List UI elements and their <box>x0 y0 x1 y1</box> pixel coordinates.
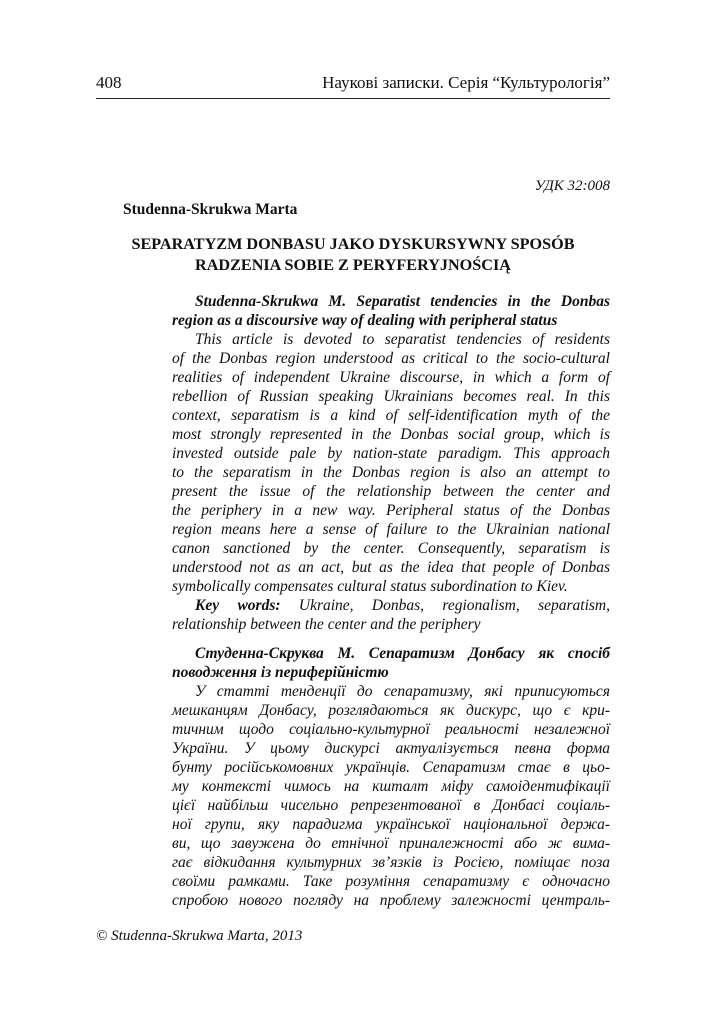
abstract-en-line: understood not as an act, but as the idea that people of Donbas <box>172 559 610 576</box>
abstract-en-line: canon sanctioned by the center. Consequently, separatism is <box>172 540 610 557</box>
keywords-text: Ukraine, Donbas, regionalism, separatism, <box>298 597 610 614</box>
abstract-uk-line: гає відкидання культурних зв’язків із Росією, поміщає поза <box>172 854 610 871</box>
abstract-en-line: symbolically compensates cultural status subordination to Kiev. <box>172 578 568 595</box>
abstract-uk-line: ви, що завужена до етнічної приналежності або ж вима- <box>172 835 610 852</box>
author-name: Studenna-Skrukwa Marta <box>123 201 298 218</box>
abstract-english <box>172 292 610 634</box>
abstract-uk-line: України. У цьому дискурсі актуалізується певна форма <box>172 740 610 757</box>
page-number: 408 <box>96 73 122 92</box>
abstract-en-line: most strongly represented in the Donbas social group, which is <box>172 426 610 443</box>
abstract-en-line: present the issue of the relationship between the center and <box>172 483 610 500</box>
abstract-uk-line: ної групи, яку парадигма української національної держа- <box>172 816 610 833</box>
abstract-en-line: realities of independent Ukraine discourse, in which a form of <box>172 369 610 386</box>
copyright-notice: © Studenna-Skrukwa Marta, 2013 <box>96 928 303 944</box>
abstract-en-line: of the Donbas region understood as critical to the socio-cultural <box>172 350 610 367</box>
abstract-en-line: invested outside pale by nation-state paradigm. This approach <box>172 445 610 462</box>
abstract-uk-line: му контексті чимось на кшталт міфу самоідентифікації <box>172 778 610 795</box>
abstract-uk-heading <box>172 644 610 682</box>
abstract-uk-line: тичним щодо соціально-культурної реальності незалежної <box>172 721 610 738</box>
abstract-en-line: This article is devoted to separatist tendencies of residents <box>195 331 610 348</box>
abstract-en-body <box>172 330 610 596</box>
abstract-en-heading <box>172 292 610 330</box>
abstract-uk-line: бунту російськомовних українців. Сепаратизм стає в цьо- <box>172 759 610 776</box>
abstract-en-line: context, separatism is a kind of self-identification myth of the <box>172 407 610 424</box>
abstract-ukrainian <box>172 644 610 910</box>
abstract-uk-body <box>172 682 610 910</box>
abstract-en-line: rebellion of Russian speaking Ukrainians becomes real. In this <box>172 388 610 405</box>
article-title-line-2: RADZENIA SOBIE Z PERYFERYJNOŚCIĄ <box>195 256 511 274</box>
abstract-uk-line: цієї найбільш чисельно репрезентованої в Донбасі соціаль- <box>172 797 610 814</box>
header-rule <box>96 98 610 99</box>
abstract-uk-line: У статті тенденції до сепаратизму, які приписуються <box>195 683 610 700</box>
article-title <box>96 234 610 276</box>
page <box>96 0 610 1024</box>
abstract-en-heading-line: Studenna-Skrukwa M. Separatist tendencies in the Donbas <box>195 293 610 310</box>
abstract-uk-heading-line: Студенна-Скруква М. Сепаратизм Донбасу як спосіб <box>195 645 610 662</box>
abstract-en-keywords <box>172 596 610 634</box>
keywords-line <box>172 596 610 615</box>
abstract-uk-line: спробою нового погляду на проблему залежності централь- <box>172 892 610 909</box>
abstract-uk-heading-line: поводження із периферійністю <box>172 664 389 681</box>
abstract-uk-line: своїми рамками. Таке розуміння сепаратизму є одночасно <box>172 873 610 890</box>
journal-title: Наукові записки. Серія “Культурологія” <box>322 73 610 92</box>
abstract-en-line: the periphery in a new way. Peripheral status of the Donbas <box>172 502 610 519</box>
abstract-uk-line: мешканцям Донбасу, розглядаються як дискурс, що є кри- <box>172 702 610 719</box>
abstract-en-heading-line: region as a discoursive way of dealing with peripheral status <box>172 312 558 329</box>
keywords-line: relationship between the center and the periphery <box>172 616 481 633</box>
abstract-en-line: to the separatism in the Donbas region is also an attempt to <box>172 464 610 481</box>
article-title-line-1: SEPARATYZM DONBASU JAKO DYSKURSYWNY SPOSÓB <box>131 235 575 253</box>
udk-code: УДК 32:008 <box>534 178 610 194</box>
abstract-en-line: region means here a sense of failure to the Ukrainian national <box>172 521 610 538</box>
keywords-label: Key words: <box>195 597 281 614</box>
